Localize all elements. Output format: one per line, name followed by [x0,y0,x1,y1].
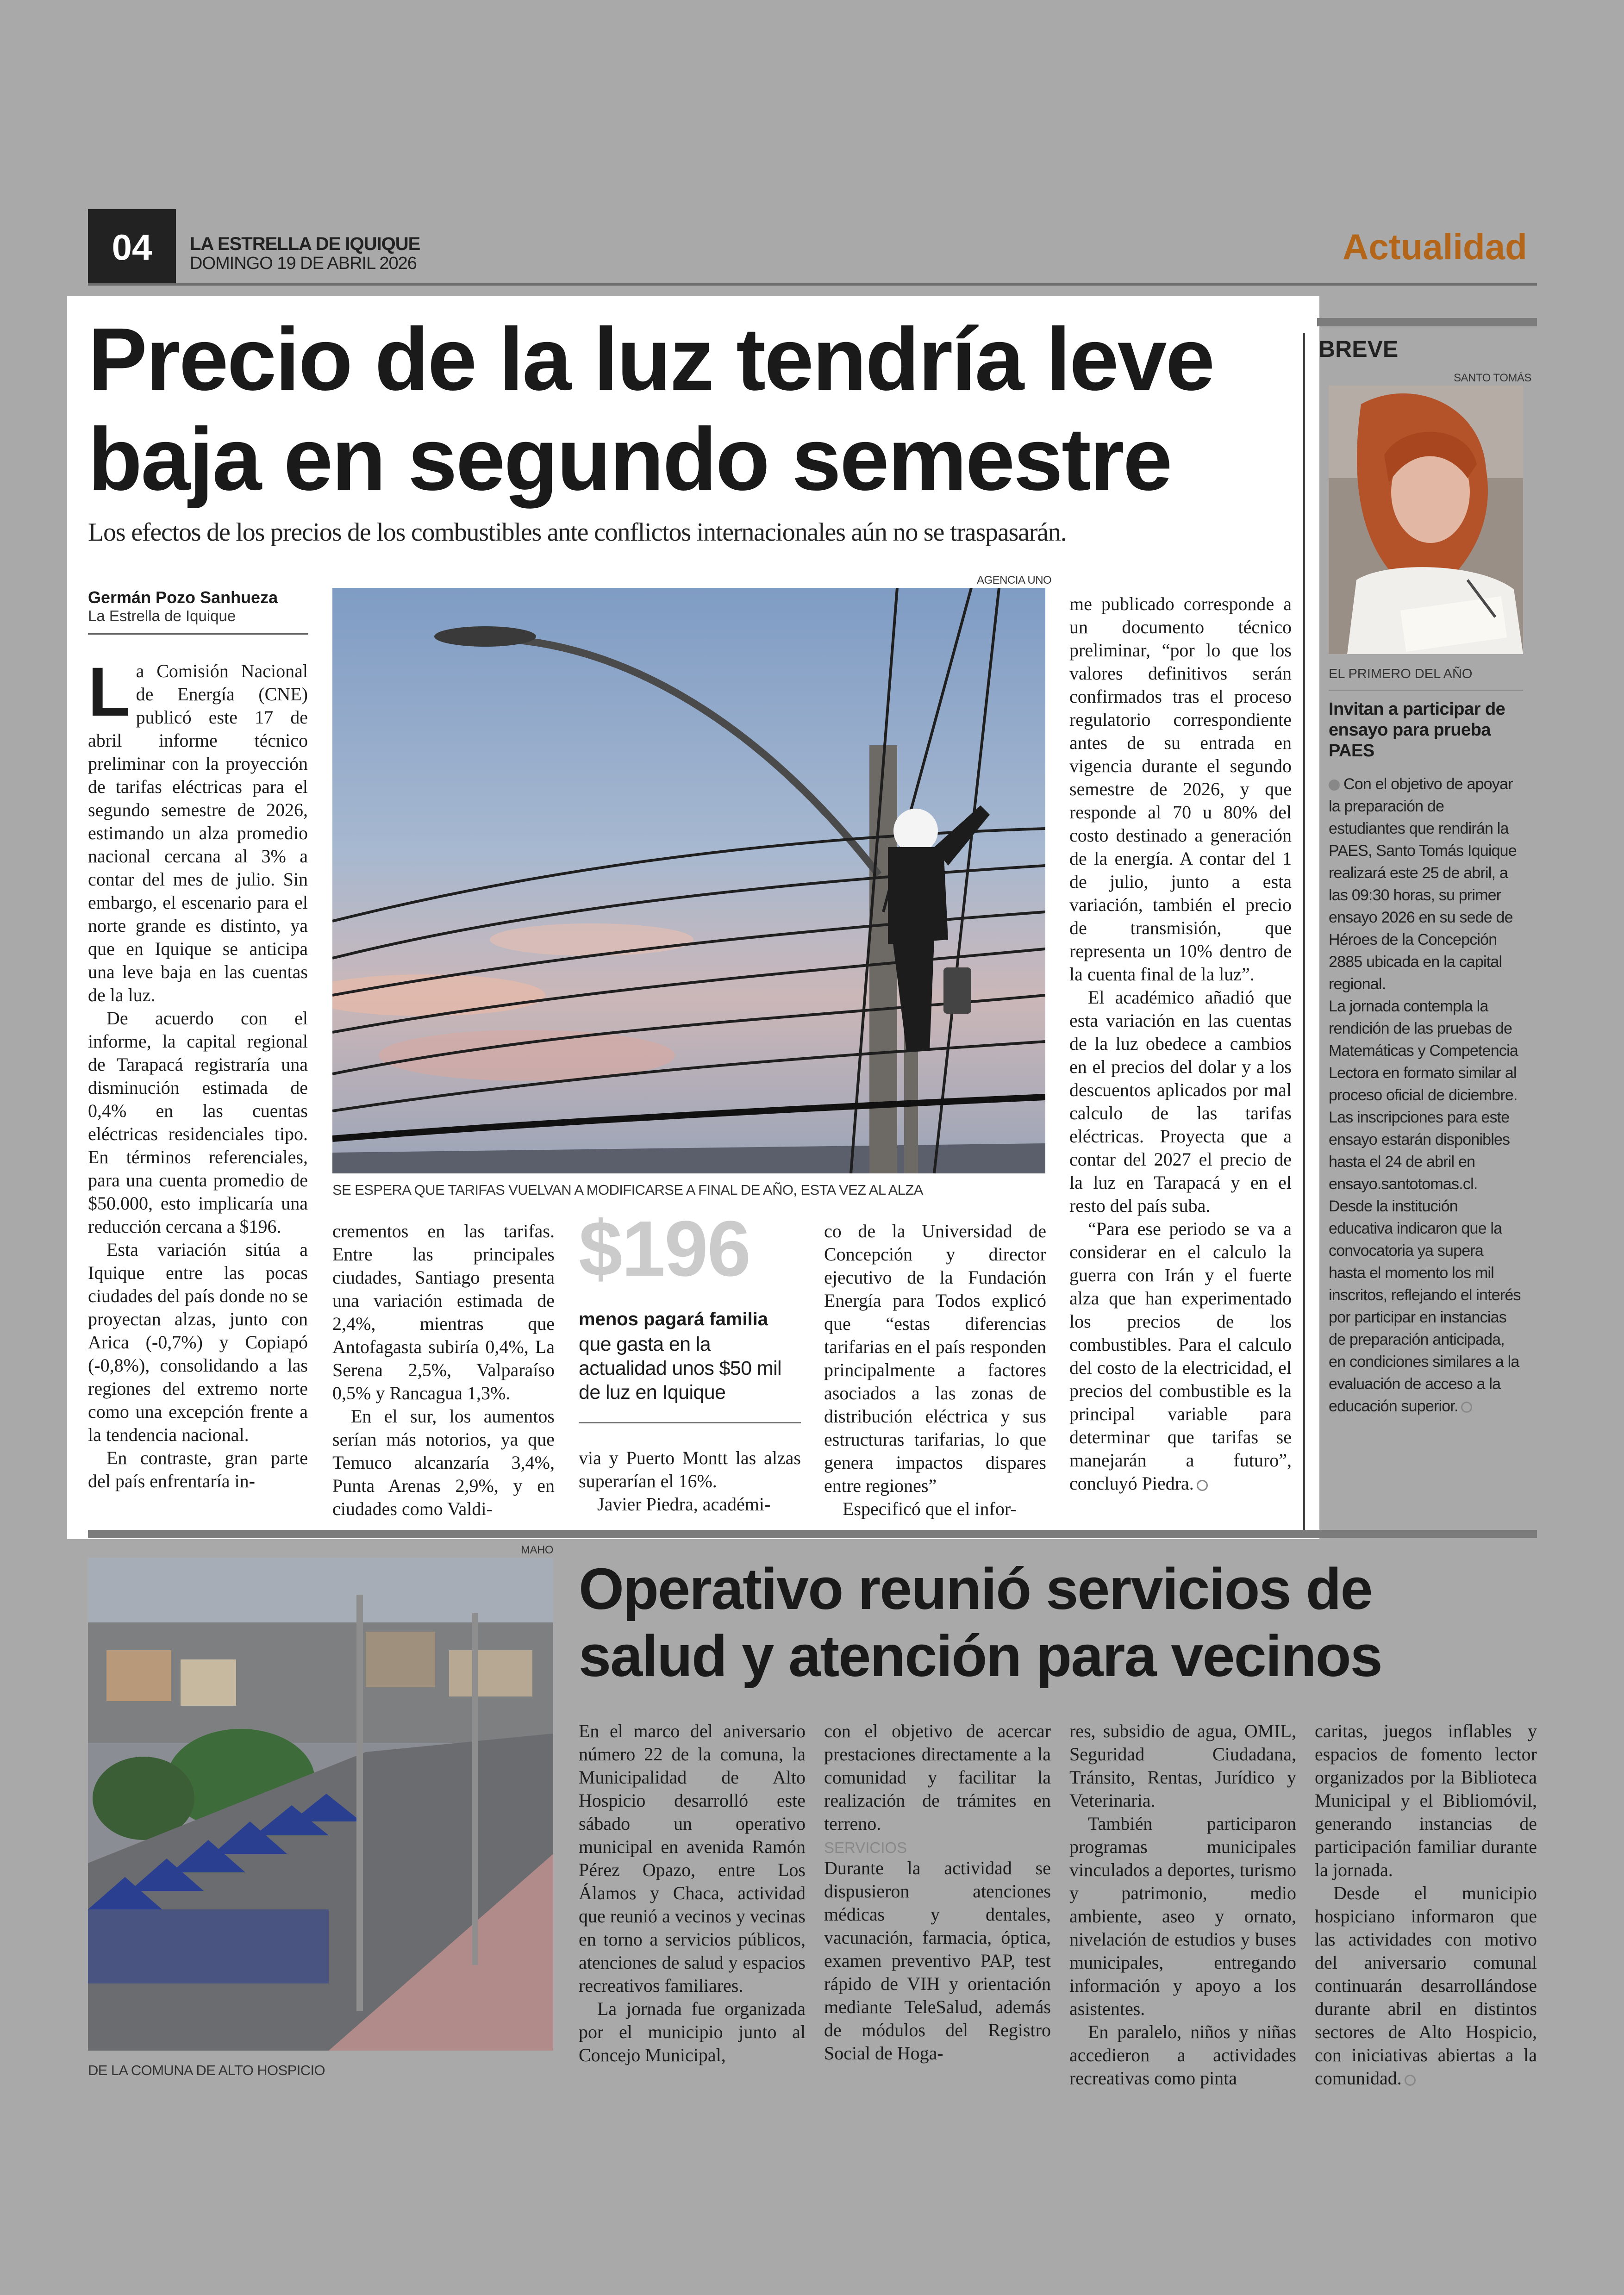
callout-rule [579,1422,801,1423]
sidebar-body: Con el objetivo de apoyar la preparación de estudiantes que rendirán la PAES, Santo Tomás Iquique realizará este 25 de abril, a las 09:30 horas, su primer ensayo 2026 en su sede de Héroes de la Concepción 2885 ubicada en la capital regional. La jornada contempla la rendición de las pruebas de Matemáticas y Competencia Lectora en formato similar al proceso oficial de diciembre. Las inscripciones para este ensayo estarán disponibles hasta el 24 de abril en ensayo.santotomas.cl. Desde la institución educativa indicaron que la convocatoria ya supera hasta el momento los mil inscritos, reflejando el interés por participar en instancias de preparación anticipada, en condiciones similares a la evaluación de acceso a la educación superior. [1329,775,1521,1415]
sidebar-top-bar [1317,318,1537,326]
section-name: Actualidad [1343,226,1527,267]
sidebar-divider [1303,333,1305,1537]
second-column-3: res, subsidio de agua, OMIL, Seguridad Ciudadana, Tránsito, Rentas, Jurídico y Veterinaria. También participaron programas municipales vinculados a deportes, turismo y patrimonio, medio ambiente, aseo y ornato, nivelación de estudios y buses municipales, entregando información y apoyo a los asistentes. En paralelo, niños y niñas accedieron a actividades recreativas como pinta [1069,1721,1296,2089]
callout-lead: menos pagará familia [579,1309,768,1329]
second-headline: Operativo reunió servicios de salud y atención para vecinos [579,1556,1382,1689]
second-column-4: caritas, juegos inflables y espacios de fomento lector organizados por la Biblioteca Municipal y el Bibliomóvil, generando instancias de participación familiar durante la jornada. Desde el municipio hospiciano informaron que las actividades con motivo del aniversario comunal continuarán desarrollándose durante abril en distintos sectores de Alto Hospicio, con iniciativas abiertas a la comunidad. [1315,1721,1537,2089]
callout-text: que gasta en la actualidad unos $50 mil de luz en Iquique [579,1333,781,1403]
article-column-1: La Comisión Nacional de Energía (CNE) publicó este 17 de abril informe técnico preliminar con la proyección de tarifas eléctricas para el segundo semestre de 2026, estimando un alza promedio nacional cercana al 3% a contar del mes de julio. Sin embargo, el escenario para el norte grande es distinto, ya que en Iquique se anticipa una leve baja en las cuentas de la luz. De acuerdo con el informe, la capital regional de Tarapacá registraría una disminución estimada de 0,4% en las cuentas eléctricas residenciales tipo. En términos referenciales, para una cuenta promedio de $50.000, esto implicaría una reducción cercana a $196. Esta variación sitúa a Iquique entre las pocas ciudades del país donde no se proyectan alzas, junto con Arica (-0,7%) y Copiapó (-0,8%), consolidando a las regiones del extremo norte como una excepción frente a la tendencia nacional. En contraste, gran parte del país enfrentaría in- [88,653,308,1491]
author-outlet: La Estrella de Iquique [88,607,236,624]
bullet-icon [1329,780,1340,791]
student-photo [1329,386,1523,654]
photo-credit: AGENCIA UNO [977,574,1052,586]
article-column-3: via y Puerto Montt las alzas superarían el 16%. Javier Piedra, académi- [579,1447,801,1515]
operativo-photo [88,1558,553,2051]
callout-figure: $196 [579,1205,750,1293]
header-rule [88,283,1537,286]
article-column-2: crementos en las tarifas. Entre las principales ciudades, Santiago presenta una variación estimada de 2,4%, mientras que Antofagasta subiría 0,4%, La Serena 2,5%, Valparaíso 0,5% y Rancagua 1,3%. En el sur, los aumentos serían más notorios, ya que Temuco alcanzaría 3,4%, Punta Arenas 2,9%, y en ciudades como Valdi- [332,1221,555,1519]
page-number: 04 [88,209,176,286]
second-column-1: En el marco del aniversario número 22 de la comuna, la Municipalidad de Alto Hospicio desarrolló este sábado un operativo municipal en avenida Ramón Pérez Opazo, entre Los Álamos y Chaca, actividad que reunió a vecinos y vecinas en torno a servicios públicos, atenciones de salud y espacios recreativos familiares. La jornada fue organizada por el municipio junto al Concejo Municipal, [579,1721,806,2065]
author-rule [88,633,308,635]
end-mark-icon [1405,2075,1416,2086]
main-subheadline: Los efectos de los precios de los combustibles ante conflictos internacionales aún no se traspasarán. [88,518,1067,547]
lineman-photo [332,588,1045,1173]
sidebar-title: Invitan a participar de ensayo para prueba PAES [1329,699,1505,761]
sidebar-kicker: EL PRIMERO DEL AÑO [1329,667,1473,681]
end-mark-icon [1197,1480,1208,1491]
newspaper-name: LA ESTRELLA DE IQUIQUE [190,234,420,254]
sidebar-rule [1329,690,1523,691]
end-mark-icon [1461,1402,1472,1413]
main-photo-caption: SE ESPERA QUE TARIFAS VUELVAN A MODIFICARSE A FINAL DE AÑO, ESTA VEZ AL ALZA [332,1182,923,1198]
section-divider [88,1530,1537,1538]
sidebar-photo-credit: SANTO TOMÁS [1454,372,1531,384]
subhead-servicios: SERVICIOS [824,1839,907,1856]
author-name: Germán Pozo Sanhueza [88,588,278,607]
issue-date: DOMINGO 19 DE ABRIL 2026 [190,254,417,273]
second-photo-caption: DE LA COMUNA DE ALTO HOSPICIO [88,2062,325,2078]
article-column-4: co de la Universidad de Concepción y director ejecutivo de la Fundación Energía para Todos explicó que “estas diferencias tarifarias en el país responden principalmente a factores asociados a las zonas de distribución eléctrica y sus estructuras tarifarias, lo que genera impactos dispares entre regiones” Especificó que el infor- [824,1221,1046,1519]
second-column-2: con el objetivo de acercar prestaciones directamente a la comunidad y facilitar la realización de trámites en terreno. SERVICIOS Durante la actividad se dispusieron atenciones médicas y dentales, vacunación, farmacia, óptica, examen preventivo PAP, test rápido de VIH y orientación mediante TeleSalud, además de módulos del Registro Social de Hoga- [824,1721,1051,2064]
main-headline: Precio de la luz tendría leve baja en segundo semestre [88,309,1214,509]
article-column-5: me publicado corresponde a un documento técnico preliminar, “por lo que los valores definitivos serán confirmados tras el proceso regulatorio correspondiente antes de su entrada en vigencia durante el segundo semestre de 2026, y que responde al 70 u 80% del costo destinado a generación de la energía. A contar del 1 de julio, junto a esta variación, también el precio de transmisión, que representa un 10% dentro de la cuenta final de la luz”. El académico añadió que esta variación en las cuentas de la luz obedece a cambios en el precios del dolar y a los descuentos aplicados por mal calculo de las tarifas eléctricas. Proyecta que a contar del 2027 el precio de la luz en Tarapacá y en el resto del país suba. “Para ese periodo se va a considerar en el calculo la guerra con Irán y el fuerte alza que han experimentado los precios de los combustibles. Para el calculo del costo de la electricidad, el precios del combustible es la principal variable para determinar que tarifas se manejarán a futuro”, concluyó Piedra. [1069,593,1292,1494]
sidebar-label: BREVE [1318,336,1399,362]
drop-cap: L [88,653,131,730]
second-photo-credit: MAHO [521,1544,553,1556]
